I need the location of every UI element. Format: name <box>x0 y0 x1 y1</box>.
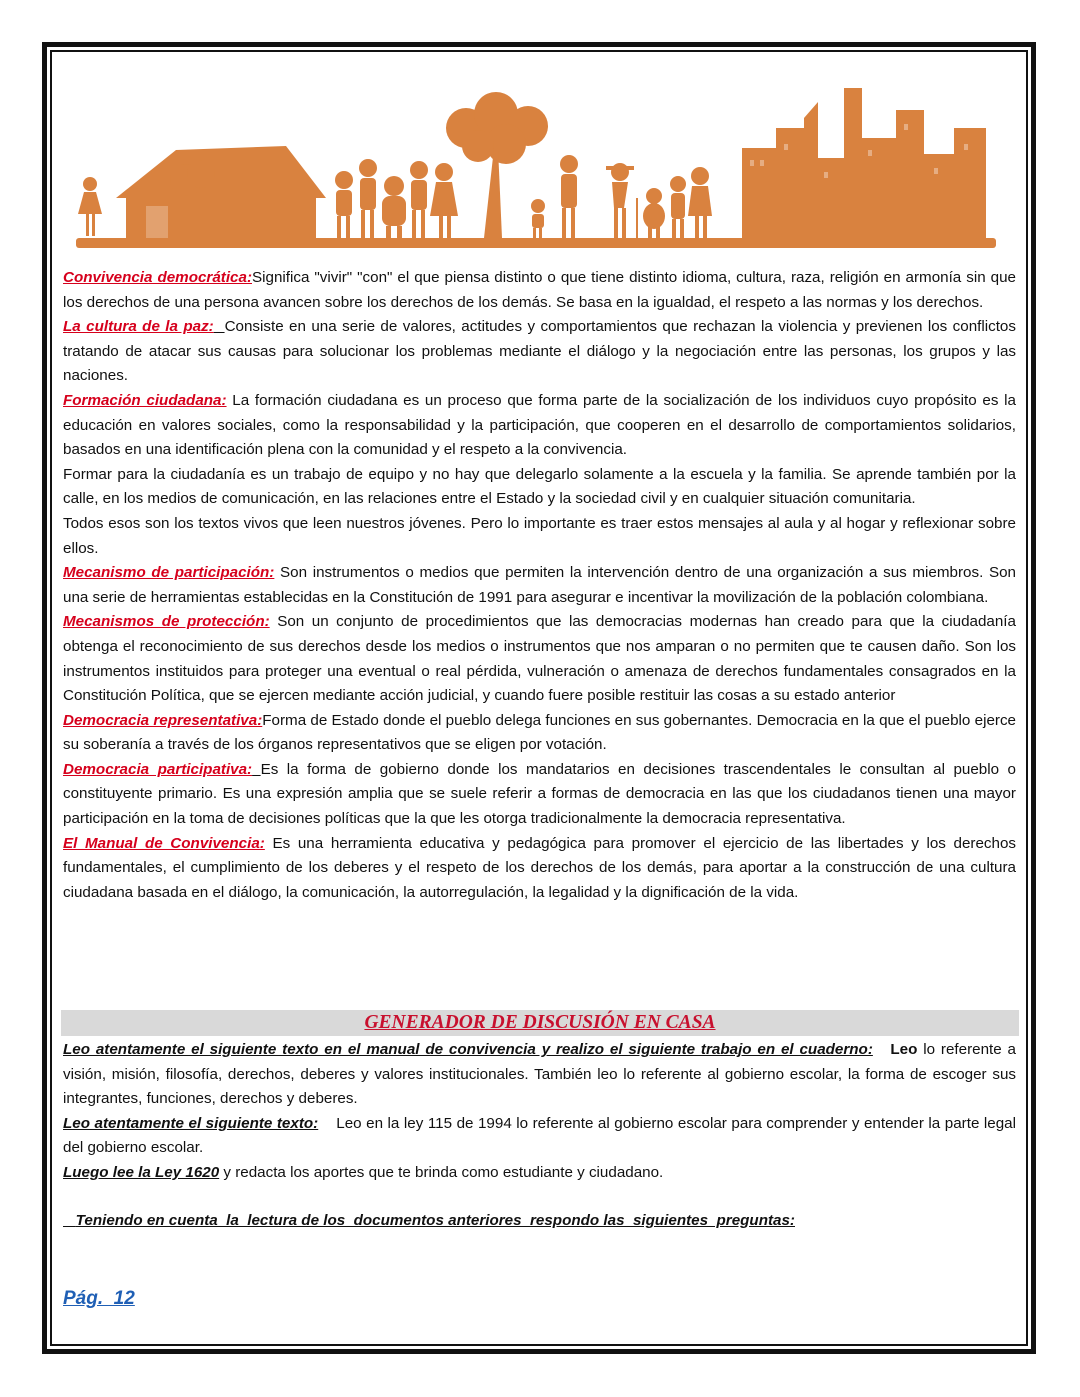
section-title: GENERADOR DE DISCUSIÓN EN CASA <box>364 1012 716 1033</box>
definition-paragraph <box>63 758 1016 832</box>
definition-term: Mecanismo de participación: <box>63 564 275 582</box>
definition-text: Es una herramienta educativa y pedagógica para promover el ejercicio de las libertades y los derechos fundamentales, el cumplimiento de los deberes y el respeto de los derechos de los demás, para aportar a la construcción de una cultura ciudadana basada en el diálogo, la comunicación, la autorregulación, la legalidad y la dignificación de la vida. <box>63 834 1016 901</box>
community-silhouette-illustration <box>76 88 996 248</box>
definition-term: El Manual de Convivencia: <box>63 834 265 852</box>
task-bold-word: Leo <box>890 1041 918 1058</box>
homework-section <box>63 1038 1021 1186</box>
definition-term: Democracia participativa: <box>63 760 253 778</box>
questions-prompt-text: Teniendo en cuenta la lectura de los documentos anteriores respondo las siguientes preguntas: <box>75 1212 795 1229</box>
definition-text: La formación ciudadana es un proceso que forma parte de la socialización de los individuos cuyo propósito es la educación en valores sociales, como la responsabilidad y la participación, que cooperen en el desarrollo de comportamientos solidarios, basados en una identificación plena con la comunidad y el respeto a la convivencia. <box>63 391 1016 459</box>
task-paragraph <box>63 1161 1016 1186</box>
term-spacer <box>252 761 260 778</box>
definition-text: Consiste en una serie de valores, actitudes y comportamientos que rechazan la violencia y previenen los conflictos tratando de atacar sus causas para solucionar los problemas mediante el diálogo y la negociación entre las personas, los grupos y las naciones. <box>63 318 1016 385</box>
body-paragraph: Formar para la ciudadanía es un trabajo de equipo y no hay que delegarlo solamente a la escuela y la familia. Se aprende también por la calle, en los medios de comunicación, en las relaciones entre el Estado y la sociedad civil y en cualquier situación comunitaria. <box>63 465 1016 508</box>
definition-paragraph <box>63 389 1016 463</box>
term-spacer <box>214 318 225 335</box>
task-lead: Leo atentamente el siguiente texto en el manual de convivencia y realizo el siguiente trabajo en el cuaderno: <box>63 1041 873 1058</box>
definition-text: Forma de Estado donde el pueblo delega funciones en sus gobernantes. Democracia en la que el pueblo ejerce su soberanía a través de los órganos representativos que se eligen por votación. <box>63 711 1016 754</box>
task-lead: Luego lee la Ley 1620 <box>63 1163 220 1181</box>
task-lead: Leo atentamente el siguiente texto: <box>63 1114 319 1132</box>
definition-term: Formación ciudadana: <box>63 391 227 409</box>
definition-text: Es la forma de gobierno donde los mandatarios en decisiones trascendentales le consultan al pueblo o constituyente primario. Es una expresión amplia que se suele referir a formas de democracia en las que los ciudadanos tienen una mayor participación en la toma de decisiones políticas que la que les otorga tradicionalmente la democracia representativa. <box>63 760 1016 828</box>
task-paragraph <box>63 1038 1016 1112</box>
task-paragraph <box>63 1112 1021 1161</box>
definition-paragraph <box>63 610 1016 708</box>
section-header-bar <box>61 1010 1019 1036</box>
task-text: lo referente a visión, misión, filosofía, derechos, deberes y valores institucionales. También leo lo referente al gobierno escolar, la forma de escoger sus integrantes, funciones, derechos y deberes. <box>63 1041 1016 1108</box>
body-paragraph: Todos esos son los textos vivos que leen nuestros jóvenes. Pero lo importante es traer estos mensajes al aula y al hogar y reflexionar sobre ellos. <box>63 514 1016 557</box>
definition-paragraph <box>63 832 1016 906</box>
definition-paragraph <box>63 266 1016 315</box>
definition-term: Mecanismos de protección: <box>63 613 270 631</box>
definition-paragraph <box>63 709 1016 758</box>
definitions-section <box>63 266 1016 905</box>
definition-text: Son un conjunto de procedimientos que las democracias modernas han creado para que la ciudadanía obtenga el reconocimiento de sus derechos desde los medios o instrumentos que nos amparan o no permiten que te causen daño. Son los instrumentos instituidos para proteger una eventual o real pérdida, vulneración o amenaza de derechos fundamentales consagrados en la Constitución Política, que se ejercen mediante acción judicial, y cuando fuere posible restituir las cosas a su estado anterior <box>63 613 1016 705</box>
definition-term: Democracia representativa: <box>63 711 263 729</box>
definition-text: Son instrumentos o medios que permiten la intervención dentro de una organización a sus miembros. Son una serie de herramientas establecidas en la Constitución de 1991 para asegurar e incentivar la movilización de la población colombiana. <box>63 564 1016 606</box>
definition-text: Significa "vivir" "con" el que piensa distinto o que tiene distinto idioma, cultura, raza, religión en armonía sin que los derechos de una persona avancen sobre los derechos de los demás. Se basa en la igualdad, el respeto a las normas y los derechos. <box>63 269 1016 311</box>
definition-paragraph <box>63 561 1016 610</box>
page-number: Pág. 12 <box>63 1288 135 1309</box>
questions-prompt <box>63 1212 795 1229</box>
definition-term: La cultura de la paz: <box>63 318 214 336</box>
definition-term: Convivencia democrática: <box>63 269 252 286</box>
task-text: y redacta los aportes que te brinda como estudiante y ciudadano. <box>219 1163 664 1181</box>
task-text: Leo en la ley 115 de 1994 lo referente al gobierno escolar para comprender y entender la parte legal del gobierno escolar. <box>63 1114 1021 1157</box>
definition-paragraph <box>63 315 1016 389</box>
